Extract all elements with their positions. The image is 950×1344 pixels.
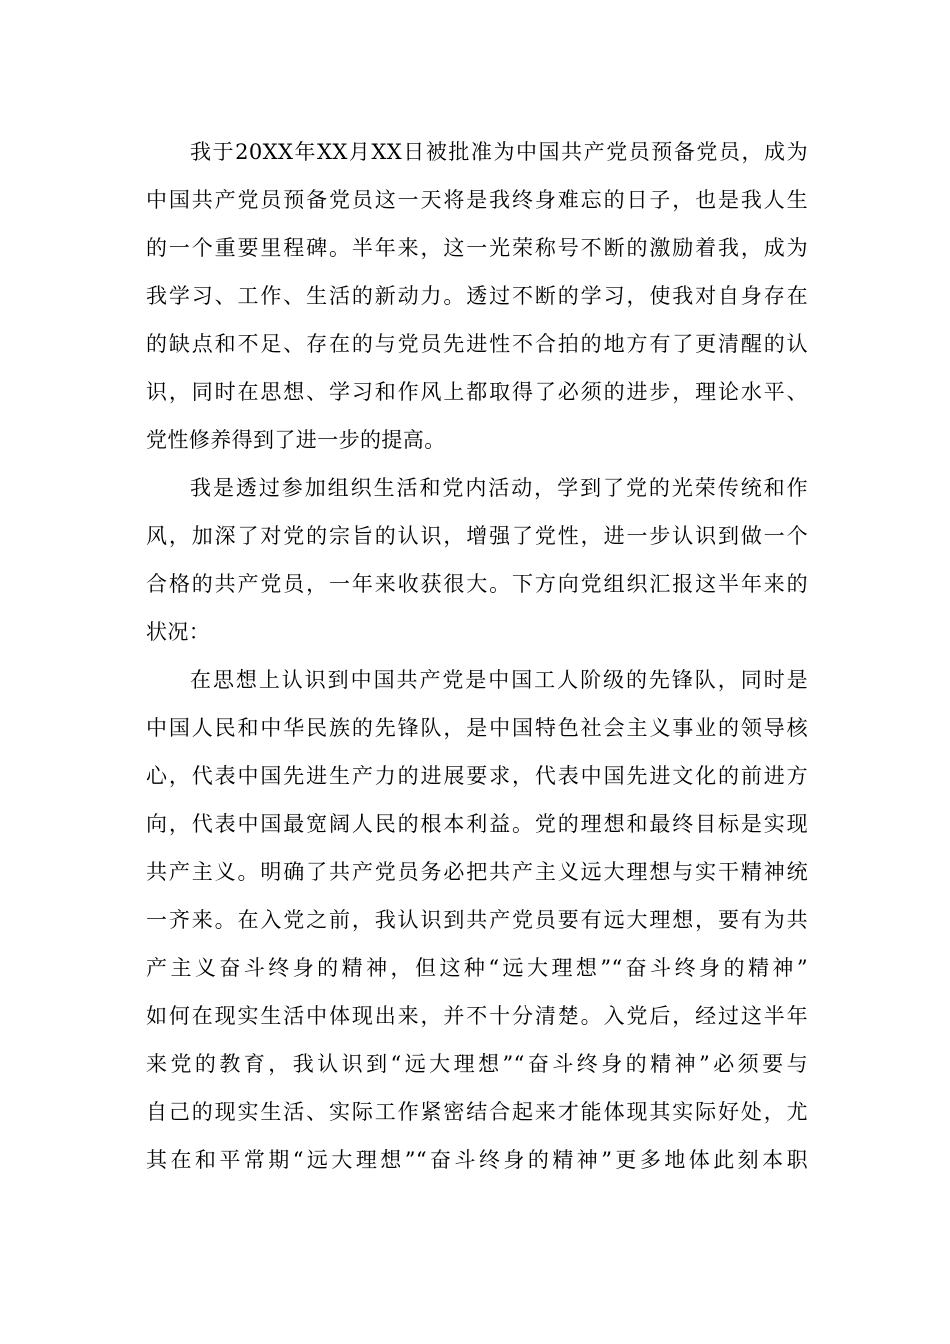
paragraph-line: 合格的共产党员，一年来收获很大。下方向党组织汇报这半年来的	[146, 572, 808, 596]
paragraph-line: 向，代表中国最宽阔人民的根本利益。党的理想和最终目标是实现	[146, 812, 808, 836]
paragraph-line: 如何在现实生活中体现出来，并不十分清楚。入党后，经过这半年	[146, 1004, 808, 1028]
paragraph-line: 中国人民和中华民族的先锋队，是中国特色社会主义事业的领导核	[146, 716, 808, 740]
paragraph-line: 产主义奋斗终身的精神，但这种“远大理想”“奋斗终身的精神”	[146, 956, 808, 980]
paragraph-line: 心，代表中国先进生产力的进展要求，代表中国先进文化的前进方	[146, 764, 808, 788]
paragraph-line: 我是透过参加组织生活和党内活动，学到了党的光荣传统和作	[190, 476, 808, 500]
paragraph-line: 的一个重要里程碑。半年来，这一光荣称号不断的激励着我，成为	[146, 236, 808, 260]
paragraph-line: 状况：	[146, 620, 211, 644]
paragraph-line: 风，加深了对党的宗旨的认识，增强了党性，进一步认识到做一个	[146, 524, 808, 548]
paragraph-3	[146, 656, 808, 1184]
paragraph-line: 其在和平常期“远大理想”“奋斗终身的精神”更多地体此刻本职	[146, 1148, 808, 1172]
paragraph-line: 的缺点和不足、存在的与党员先进性不合拍的地方有了更清醒的认	[146, 332, 808, 356]
paragraph-line: 一齐来。在入党之前，我认识到共产党员要有远大理想，要有为共	[146, 908, 808, 932]
paragraph-line: 来党的教育，我认识到“远大理想”“奋斗终身的精神”必须要与	[146, 1052, 808, 1076]
paragraph-line: 识，同时在思想、学习和作风上都取得了必须的进步，理论水平、	[146, 380, 808, 404]
document-body	[146, 128, 808, 1184]
paragraph-line: 中国共产党员预备党员这一天将是我终身难忘的日子，也是我人生	[146, 188, 808, 212]
paragraph-line: 共产主义。明确了共产党员务必把共产主义远大理想与实干精神统	[146, 860, 808, 884]
paragraph-2	[146, 464, 808, 656]
paragraph-line: 党性修养得到了进一步的提高。	[146, 428, 446, 452]
paragraph-line: 我于20XX年XX月XX日被批准为中国共产党员预备党员，成为	[190, 140, 808, 164]
paragraph-line: 自己的现实生活、实际工作紧密结合起来才能体现其实际好处，尤	[146, 1100, 808, 1124]
paragraph-line: 我学习、工作、生活的新动力。透过不断的学习，使我对自身存在	[146, 284, 808, 308]
paragraph-line: 在思想上认识到中国共产党是中国工人阶级的先锋队，同时是	[190, 668, 808, 692]
paragraph-1	[146, 128, 808, 464]
